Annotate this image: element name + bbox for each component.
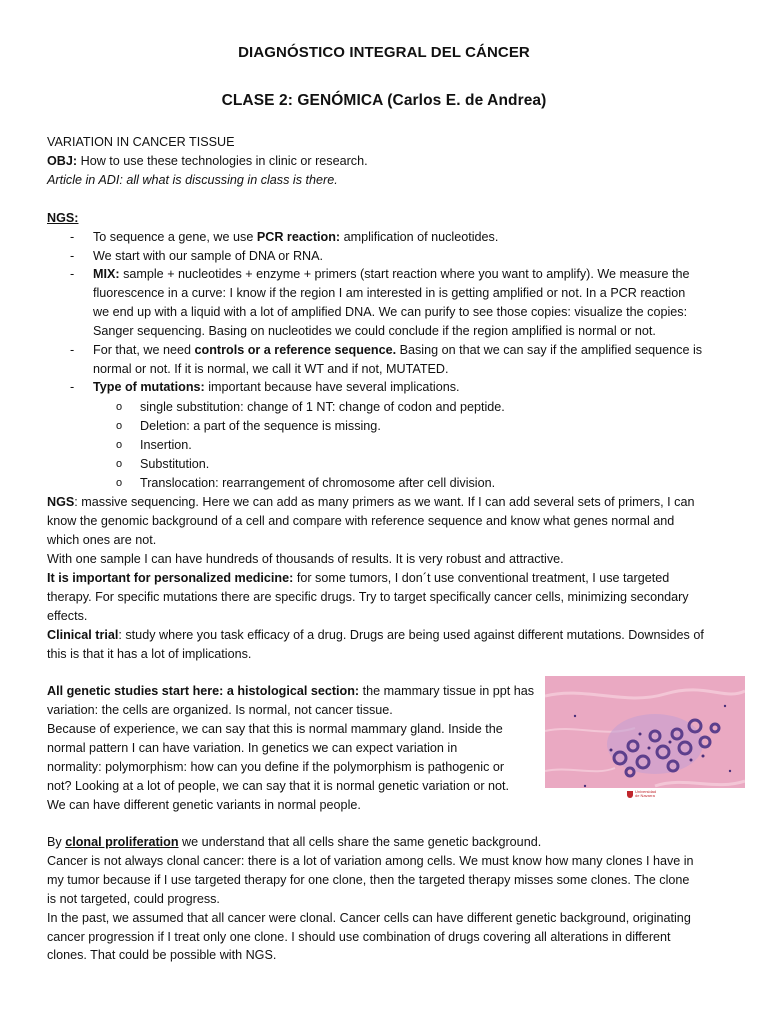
dash-marker: - [70,267,75,281]
clonal-cont: clones. That could be possible with NGS. [47,948,277,962]
university-logo [627,790,661,798]
text: By [47,835,66,849]
objective-line [47,152,368,171]
document-title: DIAGNÓSTICO INTEGRAL DEL CÁNCER [238,44,530,61]
text: important because have several implications. [204,380,460,394]
list-item-controls-cont: normal or not. If it is normal, we call it WT and if not, MUTATED. [93,362,449,376]
histology-paragraph [47,682,534,701]
text: the mammary tissue in ppt has [359,684,535,698]
circle-bullet: o [116,439,123,451]
section-title: VARIATION IN CANCER TISSUE [47,135,235,149]
underlined-term: clonal proliferation [65,835,179,849]
mutation-item: single substitution: change of 1 NT: change of codon and peptide. [140,400,505,414]
bold-term: MIX: [93,267,120,281]
bold-term: Type of mutations: [93,380,205,394]
list-item-mix-cont: fluorescence in a curve: I know if the region I am interested in is getting amplified or not. In a PCR reaction [93,286,686,300]
mutation-item: Translocation: rearrangement of chromosome after cell division. [140,476,496,490]
circle-bullet: o [116,477,123,489]
dash-marker: - [70,380,75,394]
text: : massive sequencing. Here we can add as many primers as we want. If I can add several sets of primers, I can [74,495,695,509]
ngs-paragraph-cont: know the genomic background of a cell and compare with reference sequence and know what genes normal and [47,514,675,528]
text: we understand that all cells share the same genetic background. [178,835,542,849]
personalized-medicine-paragraph [47,569,669,588]
text: Basing on that we can say if the amplified sequence is [396,343,703,357]
clonal-cont: my tumor because if I use targeted therapy for one clone, then the targeted therapy misses some clones. The clone [47,873,690,887]
bold-term: controls or a reference sequence. [194,343,397,357]
list-item-sample: We start with our sample of DNA or RNA. [93,249,324,263]
list-item-mutations [93,378,460,397]
histology-image [545,676,745,807]
clonal-cont: is not targeted, could progress. [47,892,220,906]
dash-marker: - [70,343,75,357]
article-note: Article in ADI: all what is discussing in class is there. [47,173,338,187]
list-item-mix-cont: Sanger sequencing. Basing on nucleotides we could conclude if the region amplified is normal or not. [93,324,656,338]
list-item-mix [93,265,689,284]
text: sample + nucleotides + enzyme + primers (start reaction where you want to amplify). We measure the [119,267,690,281]
histology-cont: normal pattern I can have variation. In genetics we can expect variation in [47,741,458,755]
text: To sequence a gene, we use [93,230,257,244]
personalized-medicine-cont: effects. [47,609,88,623]
bold-term: It is important for personalized medicine: [47,571,294,585]
bold-term: NGS [47,495,75,509]
mutation-item: Deletion: a part of the sequence is missing. [140,419,381,433]
personalized-medicine-cont: therapy. For specific mutations there are specific drugs. Try to target specifically cancer cells, minimizing secondary [47,590,689,604]
clinical-trial-cont: this is that it has a lot of implications. [47,647,252,661]
mutation-item: Insertion. [140,438,192,452]
text: for some tumors, I don´t use conventional treatment, I use targeted [293,571,670,585]
clonal-cont: cancer progression if I treat only one clone. I should use combination of drugs covering all alterations in different [47,930,671,944]
class-subtitle: CLASE 2: GENÓMICA (Carlos E. de Andrea) [221,92,547,109]
histology-cont: not? Looking at a lot of people, we can say that it is normal genetic variation or not. [47,779,510,793]
histology-cont: normality: polymorphism: how can you define if the polymorphism is pathogenic or [47,760,505,774]
text: : study where you task efficacy of a drug. Drugs are being used against different mutations. Downsides of [118,628,704,642]
list-item-mix-cont: we end up with a liquid with a lot of amplified DNA. We can purify to see those copies: visualize the copies: [93,305,688,319]
list-item-controls [93,341,702,360]
logo-shield-icon [627,791,633,798]
histology-cont: variation: the cells are organized. Is normal, not cancer tissue. [47,703,393,717]
ngs-heading: NGS: [47,211,79,225]
clonal-cont: Cancer is not always clonal cancer: there is a lot of variation among cells. We must know how many clones I have in [47,854,694,868]
histology-cont: We can have different genetic variants in normal people. [47,798,361,812]
obj-text: How to use these technologies in clinic or research. [77,154,368,168]
logo-text: Universidad de Navarra [635,789,657,798]
circle-bullet: o [116,401,123,413]
results-paragraph: With one sample I can have hundreds of thousands of results. It is very robust and attractive. [47,552,564,566]
clonal-cont: In the past, we assumed that all cancer were clonal. Cancer cells can have different genetic background, originating [47,911,691,925]
mutation-item: Substitution. [140,457,210,471]
bold-term: All genetic studies start here: a histological section: [47,684,360,698]
dash-marker: - [70,249,75,263]
circle-bullet: o [116,458,123,470]
obj-label: OBJ: [47,154,78,168]
ngs-paragraph [47,493,694,512]
bold-term: Clinical trial [47,628,119,642]
bold-term: PCR reaction: [256,230,341,244]
ngs-paragraph-cont: which ones are not. [47,533,157,547]
list-item-pcr [93,228,498,247]
dash-marker: - [70,230,75,244]
circle-bullet: o [116,420,123,432]
text: amplification of nucleotides. [340,230,499,244]
histology-cont: Because of experience, we can say that this is normal mammary gland. Inside the [47,722,503,736]
clonal-paragraph [47,833,541,852]
text: For that, we need [93,343,195,357]
clinical-trial-paragraph [47,626,704,645]
